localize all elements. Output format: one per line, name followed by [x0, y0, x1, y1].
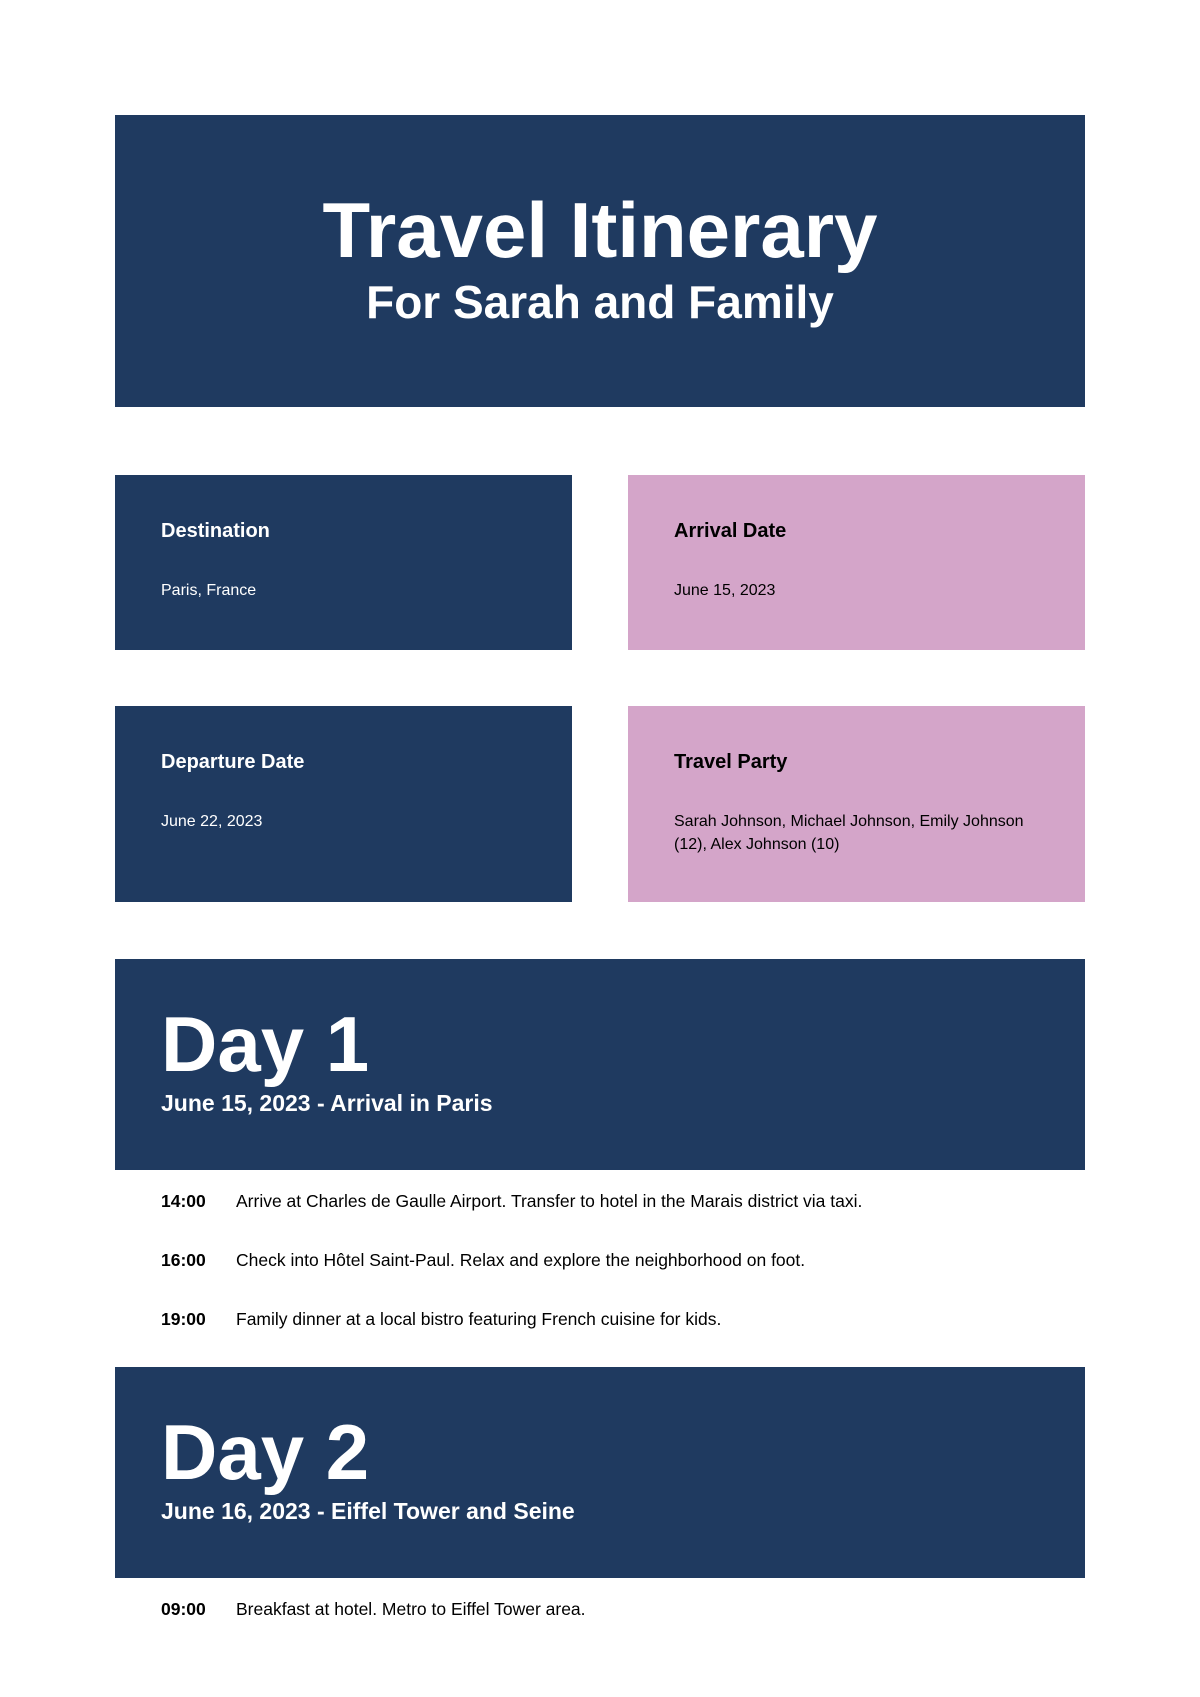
activity-description: Check into Hôtel Saint-Paul. Relax and explore the neighborhood on foot. — [236, 1250, 806, 1270]
activity-time: 16:00 — [161, 1250, 206, 1270]
day-title: Day 1 — [161, 1000, 370, 1088]
card-value: June 15, 2023 — [674, 582, 776, 599]
card-value: June 22, 2023 — [161, 813, 263, 830]
day-1-banner — [115, 959, 1085, 1170]
trip-summary-cards — [115, 475, 1085, 902]
day-2-activities — [115, 1578, 1085, 1620]
card-label: Departure Date — [161, 751, 305, 773]
card-label: Destination — [161, 520, 270, 542]
day-1-activities — [115, 1170, 1085, 1330]
card-label: Arrival Date — [674, 520, 787, 542]
day-title: Day 2 — [161, 1408, 370, 1496]
activity-description: Family dinner at a local bistro featuring French cuisine for kids. — [236, 1309, 722, 1329]
arrival-date-card — [628, 475, 1085, 650]
page-subtitle: For Sarah and Family — [366, 276, 834, 328]
activity-description: Breakfast at hotel. Metro to Eiffel Tower area. — [236, 1599, 586, 1619]
day-2-banner — [115, 1367, 1085, 1578]
departure-date-card — [115, 706, 572, 902]
card-value: Sarah Johnson, Michael Johnson, Emily Johnson (12), Alex Johnson (10) — [674, 813, 1024, 853]
page-title: Travel Itinerary — [322, 186, 878, 274]
activity-time: 09:00 — [161, 1599, 206, 1619]
card-value: Paris, France — [161, 582, 257, 599]
day-subtitle: June 15, 2023 - Arrival in Paris — [161, 1090, 493, 1116]
activity-item — [161, 1598, 1085, 1620]
day-subtitle: June 16, 2023 - Eiffel Tower and Seine — [161, 1498, 575, 1524]
itinerary-page — [115, 115, 1085, 1657]
activity-description: Arrive at Charles de Gaulle Airport. Transfer to hotel in the Marais district via taxi. — [236, 1191, 863, 1211]
travel-party-card — [628, 706, 1085, 902]
activity-item — [161, 1190, 1085, 1212]
activity-item — [161, 1249, 1085, 1271]
activity-item — [161, 1308, 1085, 1330]
card-label: Travel Party — [674, 751, 788, 773]
itinerary-header — [115, 115, 1085, 407]
destination-card — [115, 475, 572, 650]
activity-time: 14:00 — [161, 1191, 206, 1211]
activity-time: 19:00 — [161, 1309, 206, 1329]
